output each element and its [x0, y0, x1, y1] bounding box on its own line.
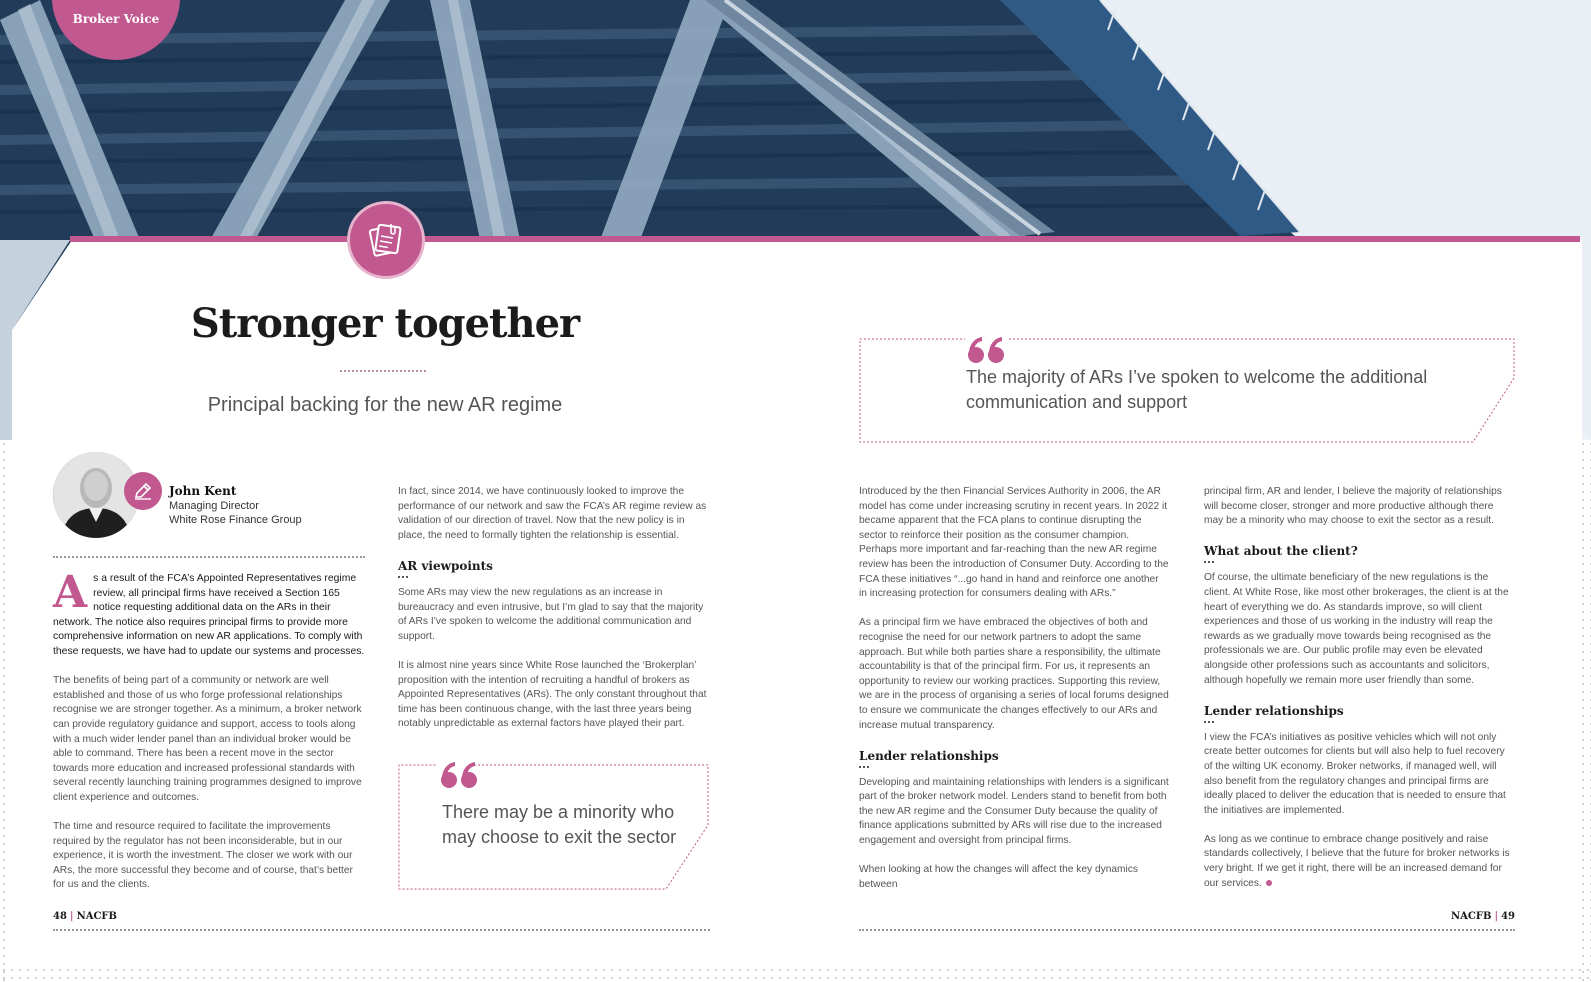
subheading-dots — [859, 766, 869, 768]
quote-icon — [440, 741, 480, 801]
documents-icon — [347, 201, 425, 279]
publication-name: NACFB — [76, 911, 117, 922]
publication-name: NACFB — [1451, 911, 1492, 922]
page-number: 48 — [53, 911, 67, 922]
pencil-icon — [124, 472, 162, 510]
author-info — [169, 484, 302, 528]
article-title: Stronger together — [190, 300, 580, 347]
dot-pattern-bottom — [0, 966, 1591, 982]
title-divider — [340, 370, 426, 372]
pull-quote-2 — [398, 745, 710, 891]
accent-rule — [70, 236, 1580, 242]
author-company: White Rose Finance Group — [169, 514, 302, 526]
subheading-dots — [1204, 721, 1214, 723]
text-column-4 — [1204, 485, 1514, 906]
subheading-dots — [1204, 561, 1214, 563]
author-name: John Kent — [169, 484, 237, 498]
paragraph: Of course, the ultimate beneficiary of the new regulations is the client. At White Rose, like most other brokerages, the client is at the heart of everything we do. As standards improve, so will client experiences and those of us working in the industry will reap the rewards as we gradually move towards being recognised as the professionals we are. Our public profile may even be elevated alongside other professions such as accountants and solicitors, although hopefully we remain more user friendly than some. — [1204, 572, 1509, 686]
paragraph: Introduced by the then Financial Services Authority in 2006, the AR model has come under increasing scrutiny in recent years. In 2022 it became apparent that the FCA plans to continue disrupting the sector to reinforce their position as the consumer champion. Perhaps more important and far-reaching than the new AR regime review has been the introduction of Consumer Duty. According to the FCA these initiatives “...go hand in hand and reinforce one another in increasing protection for consumers dealing with ARs.” — [859, 486, 1169, 600]
end-mark-icon — [1266, 880, 1272, 886]
paragraph: principal firm, AR and lender, I believe the majority of relationships will become closer, stronger and more productive although there may be a minority who may choose to exit the sector as a result. — [1204, 486, 1502, 527]
text-column-1 — [53, 567, 365, 908]
paragraph: Some ARs may view the new regulations as an increase in bureaucracy and even intrusive, but I’m glad to say that the majority of ARs I’ve spoken to welcome the additional communication and support. — [398, 586, 704, 642]
footer-separator: | — [1494, 911, 1499, 922]
subheading-client: What about the client? — [1204, 544, 1358, 559]
subheading-lender-relationships: Lender relationships — [1204, 703, 1344, 718]
paragraph: I view the FCA’s initiatives as positive vehicles which will not only create better outcomes for clients but will also help to fuel recovery of the wilting UK economy. Broker networks, if managed well, will also benefit from the regulatory changes and principal firms are ideally placed to deliver the education that is needed to ensure that the initiatives are implemented. — [1204, 731, 1506, 816]
footer-divider-right — [859, 929, 1515, 931]
author-role: Managing Director — [169, 499, 259, 512]
subheading-lender-relationships: Lender relationships — [859, 748, 999, 763]
text-column-2 — [398, 485, 708, 747]
text-column-3 — [859, 485, 1169, 907]
footer-right — [1451, 911, 1515, 922]
drop-cap: A — [53, 567, 88, 618]
subheading-ar-viewpoints: AR viewpoints — [398, 558, 493, 573]
paragraph: The benefits of being part of a community or network are well established and those of us who forge professional relationships recognise we are stronger together. As a minimum, a broker network can provide regulatory guidance and support, access to tools along with a much wider lender panel than an individual broker would be able to command. There has been a recent move in the sector towards more education and increased professional standards with several recently launching training programmes designed to improve client experience and outcomes. — [53, 675, 362, 803]
pull-quote-1 — [859, 320, 1515, 444]
paragraph: The time and resource required to facilitate the improvements required by the regulator has not been inconsiderable, but in our experience, it is worth the investment. The closer we work with our ARs, the more successful they become and of course, that’s better for us and the clients. — [53, 821, 353, 891]
footer-divider-left — [53, 929, 710, 931]
lead-paragraph — [53, 567, 365, 660]
footer-left — [53, 911, 117, 922]
paragraph: Developing and maintaining relationships with lenders is a significant part of the broker network model. Lenders stand to benefit from both the new AR regime and the Consumer Duty because the quality of finance applications submitted by ARs will rise due to the increased engagement and oversight from principal firms. — [859, 776, 1169, 847]
dot-pattern-left — [0, 440, 10, 982]
paragraph: It is almost nine years since White Rose launched the ‘Brokerplan’ proposition with the intention of recruiting a handful of brokers as Appointed Representatives (ARs). The only constant throughout that time has been continuous change, with the last three years being notably unpredictable as external factors have played their part. — [398, 659, 707, 730]
author-divider — [53, 556, 365, 558]
paragraph: In fact, since 2014, we have continuously looked to improve the performance of our network and saw the FCA’s AR regime review as validation of our direction of travel. Now that the new policy is in place, the need to formally tighten the relationship is essential. — [398, 486, 707, 541]
dot-pattern-right — [1579, 440, 1591, 982]
section-badge: Broker Voice — [52, 0, 180, 60]
page-number: 49 — [1501, 911, 1515, 922]
lead-text: s a result of the FCA’s Appointed Representatives regime review, all principal firms have received a Section 165 notice requesting additional data on the ARs in their network. The notice also requires principal firms to provide more comprehensive information on new AR applications. To comply with these requests, we have had to update our systems and processes. — [53, 573, 365, 657]
paragraph: As a principal firm we have embraced the objectives of both and recognise the need for our network partners to adopt the same approach. But while both parties share a responsibility, the ultimate accountability is that of the principal firm. For us, it represents an opportunity to review our working practices. Supporting this review, we are in the process of organising a series of local forums designed to ensure we communicate the changes effectively to our ARs and increase mutual transparency. — [859, 617, 1169, 731]
pull-quote-text: The majority of ARs I’ve spoken to welcome the additional communication and support — [966, 367, 1428, 412]
closing-text: As long as we continue to embrace change positively and raise standards collectively, I believe that the future for broker networks is very bright. If we get it right, there will be an increased demand for our services. — [1204, 833, 1510, 889]
paragraph — [1204, 833, 1514, 891]
subheading-dots — [398, 576, 408, 578]
footer-separator: | — [69, 911, 74, 922]
pull-quote-text: There may be a minority who may choose to exit the sector — [442, 802, 677, 847]
paragraph: When looking at how the changes will affect the key dynamics between — [859, 864, 1138, 890]
article-subtitle: Principal backing for the new AR regime — [207, 394, 563, 416]
